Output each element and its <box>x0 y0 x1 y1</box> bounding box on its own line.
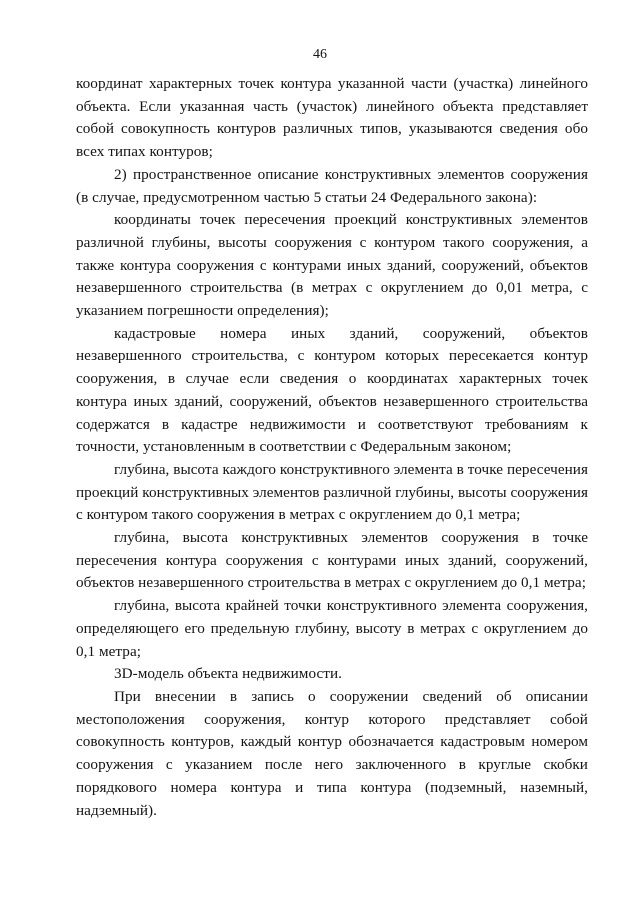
paragraph-contour-designation: При внесении в запись о сооружении сведений об описании местоположения сооружения, контур которого представляет собой совокупность контуров, каждый контур обозначается кадастровым номером сооружения с указанием после него заключенного в круглые скобки порядкового номера контура и типа контура (подземный, наземный, надземный). <box>76 687 588 819</box>
paragraph-intersection-coordinates: координаты точек пересечения проекций конструктивных элементов различной глубины, высоты сооружения с контуром такого сооружения, а также контура сооружения с контурами иных зданий, сооружений, объектов незавершенного строительства (в метрах с округлением до 0,01 метра, с указанием погрешности определения); <box>76 211 588 320</box>
paragraph-element-depth-height: глубина, высота каждого конструктивного элемента в точке пересечения проекций конструктивных элементов различной глубины, высоты сооружения с контуром такого сооружения в метрах с округлением до 0,1 метра; <box>76 460 588 524</box>
paragraph-contour-coordinates: координат характерных точек контура указанной части (участка) линейного объекта. Если указанная часть (участок) линейного объекта представляет собой совокупность контуров различных типов, указываются сведения обо всех типах контуров; <box>76 75 588 161</box>
paragraph-spatial-description: 2) пространственное описание конструктивных элементов сооружения (в случае, предусмотренном частью 5 статьи 24 Федерального закона): <box>76 165 588 206</box>
paragraph-cadastral-numbers: кадастровые номера иных зданий, сооружений, объектов незавершенного строительства, с контуром которых пересекается контур сооружения, в случае если сведения о координатах характерных точек контура иных зданий, сооружений, объектов незавершенного строительства содержатся в кадастре недвижимости и соответствуют требованиям к точности, установленным в соответствии с Федеральным законом; <box>76 324 588 456</box>
page-number: 46 <box>313 47 327 62</box>
paragraph-contour-intersection-depth: глубина, высота конструктивных элементов сооружения в точке пересечения контура сооружения с контурами иных зданий, сооружений, объектов незавершенного строительства в метрах с округлением до 0,1 метра; <box>76 529 588 592</box>
paragraph-extreme-point: глубина, высота крайней точки конструктивного элемента сооружения, определяющего его предельную глубину, высоту в метрах с округлением до 0,1 метра; <box>76 597 588 660</box>
paragraph-3d-model: 3D-модель объекта недвижимости. <box>114 665 342 683</box>
document-body <box>76 73 588 822</box>
